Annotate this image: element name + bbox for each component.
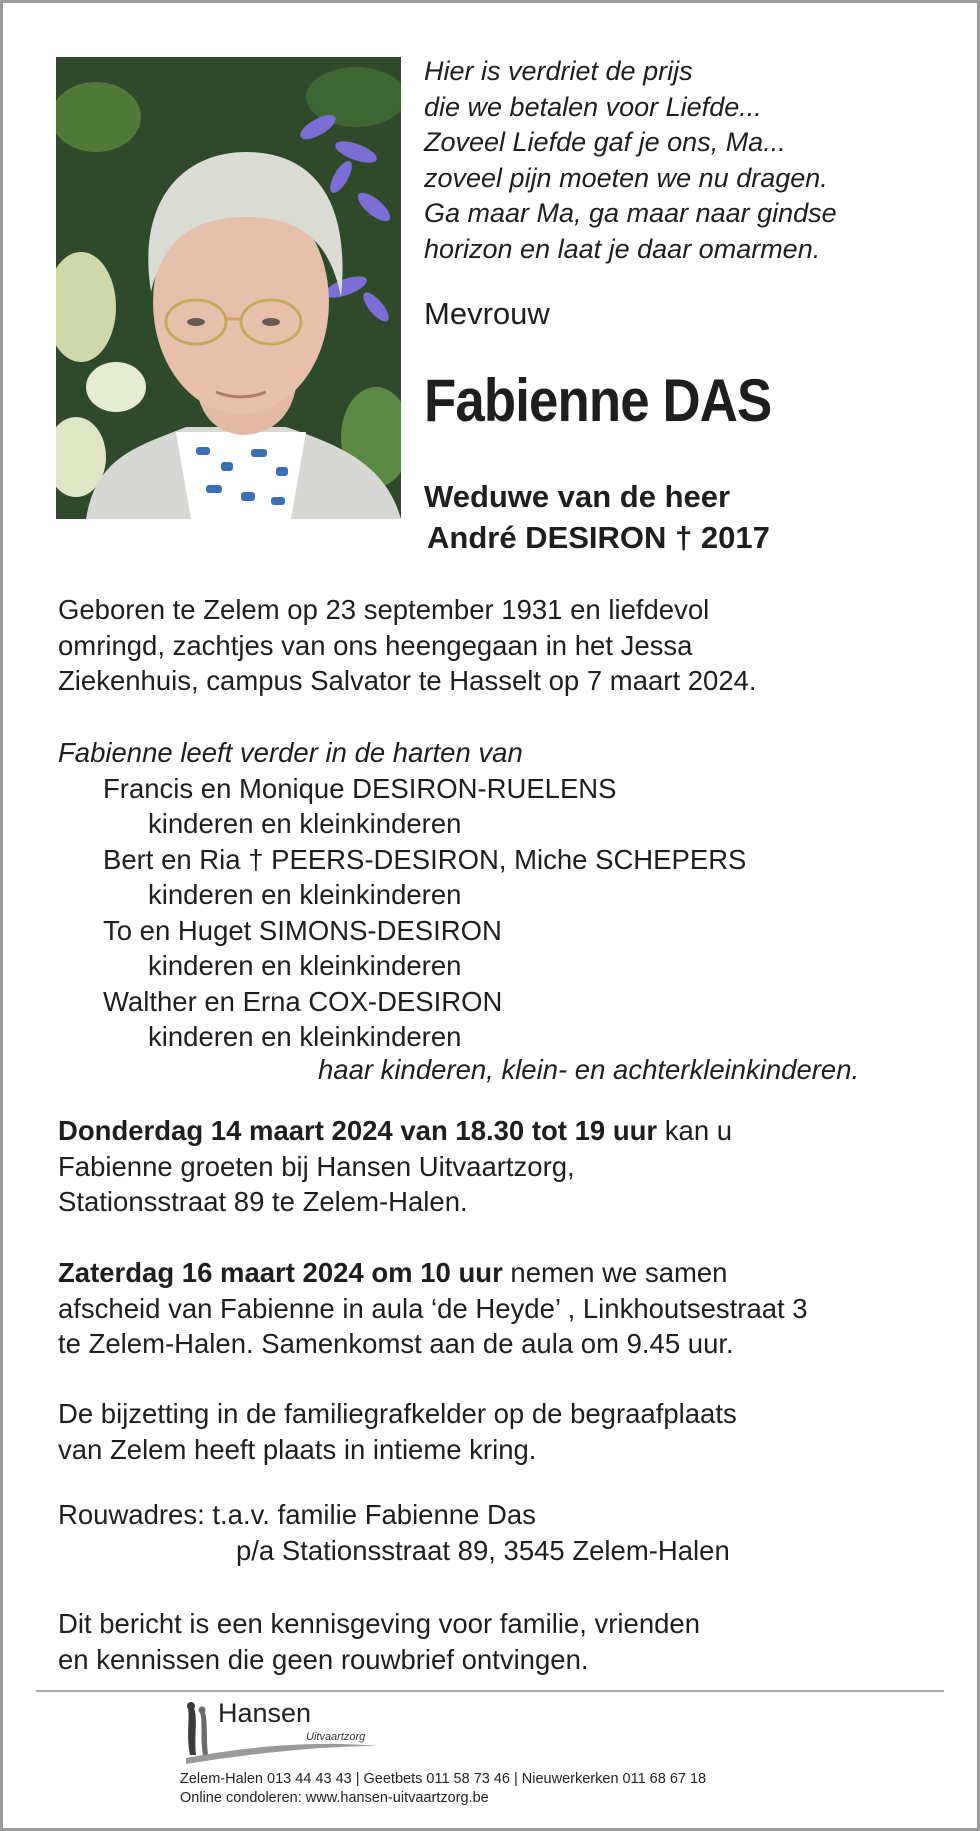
poem-line: horizon en laat je daar omarmen. — [424, 233, 821, 264]
portrait-photo — [56, 57, 401, 519]
family-sub: kinderen en kleinkinderen — [148, 950, 462, 981]
burial-line: De bijzetting in de familiegrafkelder op de begraafplaats — [58, 1398, 737, 1429]
birth-line: omringd, zachtjes van ons heengegaan in het Jessa — [58, 629, 693, 661]
family-sub: kinderen en kleinkinderen — [148, 1021, 462, 1052]
visitation-line: Stationsstraat 89 te Zelem-Halen. — [58, 1186, 468, 1217]
poem-line: die we betalen voor Liefde... — [424, 91, 762, 122]
family-name: Walther en Erna COX-DESIRON — [103, 985, 503, 1017]
address-line: p/a Stationsstraat 89, 3545 Zelem-Halen — [236, 1534, 730, 1566]
farewell-date: Zaterdag 16 maart 2024 om 10 uur — [58, 1257, 503, 1288]
logo-name: Hansen — [218, 1698, 312, 1728]
family-name: To en Huget SIMONS-DESIRON — [103, 914, 502, 946]
honorific: Mevrouw — [424, 296, 550, 331]
address-line: Rouwadres: t.a.v. familie Fabienne Das — [58, 1499, 536, 1530]
spouse-name: André DESIRON † 2017 — [427, 520, 770, 555]
farewell-line: te Zelem-Halen. Samenkomst aan de aula om 9.45 uur. — [58, 1328, 734, 1359]
footer-phones: Zelem-Halen 013 44 43 43 | Geetbets 011 58 73 46 | Nieuwerkerken 011 68 67 18 — [180, 1771, 707, 1787]
footer-online[interactable]: Online condoleren: www.hansen-uitvaartzorg.be — [180, 1790, 489, 1806]
survivors-list — [58, 735, 746, 1055]
logo-subtitle: Uitvaartzorg — [306, 1731, 366, 1743]
survivors-closing: haar kinderen, klein- en achterkleinkinderen. — [318, 1054, 860, 1085]
burial-paragraph — [58, 1396, 737, 1467]
deceased-name: Fabienne DAS — [424, 367, 772, 434]
widow-line: Weduwe van de heer — [424, 479, 731, 514]
poem — [424, 54, 837, 267]
visitation-date: Donderdag 14 maart 2024 van 18.30 tot 19 uur — [58, 1115, 658, 1146]
notice-line: Dit bericht is een kennisgeving voor familie, vrienden — [58, 1608, 700, 1639]
burial-line: van Zelem heeft plaats in intieme kring. — [58, 1433, 537, 1465]
family-sub: kinderen en kleinkinderen — [148, 808, 462, 839]
birth-line: Geboren te Zelem op 23 september 1931 en liefdevol — [58, 594, 710, 625]
widow-of — [424, 476, 770, 558]
notice-line: en kennissen die geen rouwbrief ontvingen. — [58, 1643, 589, 1675]
poem-line: Zoveel Liefde gaf je ons, Ma... — [424, 127, 786, 157]
family-name: Francis en Monique DESIRON-RUELENS — [103, 772, 617, 804]
birth-line: Ziekenhuis, campus Salvator te Hasselt op 7 maart 2024. — [58, 665, 757, 696]
family-sub: kinderen en kleinkinderen — [148, 879, 462, 910]
survivors-intro: Fabienne leeft verder in de harten van — [58, 737, 523, 768]
footer-divider — [36, 1690, 944, 1692]
family-name: Bert en Ria † PEERS-DESIRON, Miche SCHEPERS — [103, 843, 747, 875]
footer-contact — [180, 1770, 706, 1808]
farewell-paragraph — [58, 1255, 808, 1362]
farewell-line: afscheid van Fabienne in aula ‘de Heyde’ , Linkhoutsestraat 3 — [58, 1292, 808, 1324]
visitation-paragraph — [58, 1113, 732, 1220]
farewell-text: nemen we samen — [502, 1257, 728, 1288]
notice-paragraph — [58, 1606, 700, 1677]
birth-paragraph — [58, 592, 757, 699]
poem-line: Hier is verdriet de prijs — [424, 56, 693, 86]
visitation-text: kan u — [657, 1115, 733, 1146]
poem-line: Ga maar Ma, ga maar naar gindse — [424, 198, 837, 228]
visitation-line: Fabienne groeten bij Hansen Uitvaartzorg, — [58, 1150, 575, 1182]
mourning-address — [58, 1497, 730, 1568]
poem-line: zoveel pijn moeten we nu dragen. — [424, 162, 828, 193]
